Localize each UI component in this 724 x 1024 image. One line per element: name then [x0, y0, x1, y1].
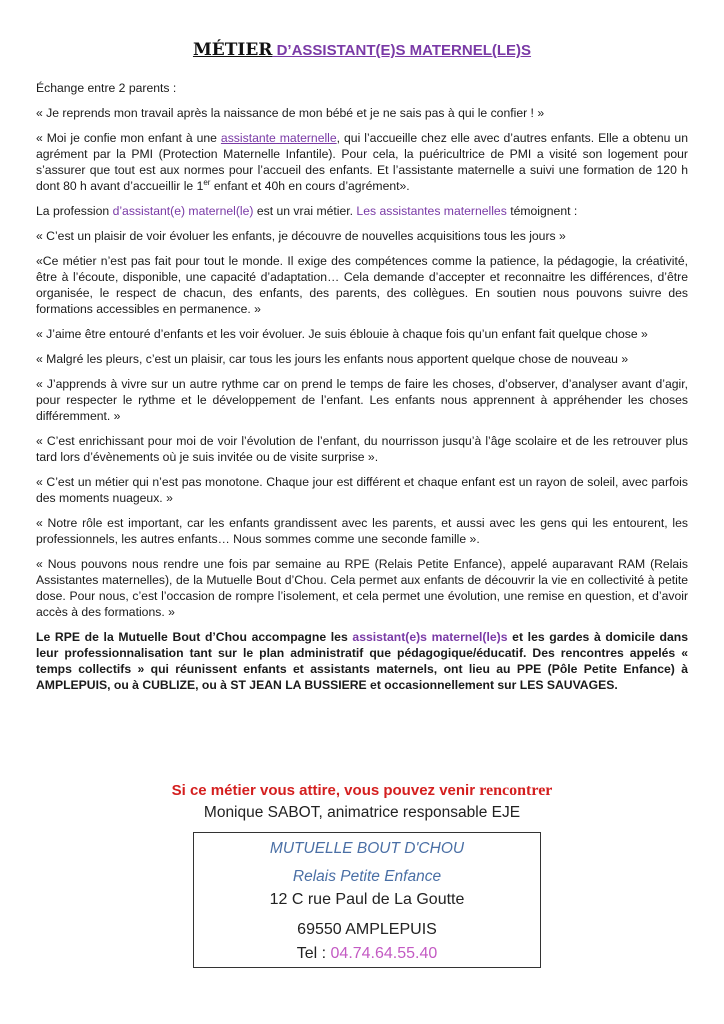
text-run: enfant et 40h en cours d’agrément». [210, 179, 410, 193]
street-address: 12 C rue Paul de La Goutte [269, 891, 465, 908]
contact-box [193, 832, 541, 968]
text-run: , qui l’accueille chez elle avec d’autres enfants. Elle a obtenu un agrément par la PMI (Protection Maternelle Infantile). Pour cela, la puéricultrice de PMI a visité son logement pour s’assurer que tout est aux normes pour l’accueil des enfants. Et l’assistante maternelle a suivi une formation de 120 h dont 80 h avant d’accueillir le 1 [36, 131, 688, 193]
superscript: er [203, 177, 211, 187]
text-run: témoignent : [506, 204, 578, 218]
organization-name: MUTUELLE BOUT D'CHOU [269, 840, 465, 857]
intro-paragraph: Échange entre 2 parents : [36, 81, 177, 95]
closing-paragraph [36, 629, 688, 693]
phone-number-link[interactable]: 04.74.64.55.40 [330, 945, 438, 962]
relais-name: Relais Petite Enfance [292, 868, 442, 885]
page-title [0, 40, 724, 60]
call-to-action [0, 782, 724, 800]
parent-quote-1: « Je reprends mon travail après la naissance de mon bébé et je ne sais pas à qui le confier ! » [36, 106, 545, 120]
phone-line [194, 944, 540, 964]
testimonial-2: «Ce métier n’est pas fait pour tout le monde. Il exige des compétences comme la patience, la pédagogie, la créativité, être à l’écoute, disponible, une capacité d’adaptation… Cela demande d’accepter et reconnaitre les différences, d’être organisée, le respect de chacun, des enfants, des parents, des collègues. En soutien nous pouvons suivre des formations accessibles en permanence. » [36, 254, 688, 316]
text-run: est un vrai métier. [253, 204, 357, 218]
highlight-profession: d’assistant(e) maternel(le) [112, 204, 254, 218]
parent-quote-2 [36, 130, 688, 194]
testimonial-8: « Notre rôle est important, car les enfants grandissent avec les parents, et aussi avec les gens qui les entourent, les professionnels, les autres enfants… Nous sommes comme une seconde famille ». [36, 516, 688, 546]
title-part-metier: MÉTIER [192, 40, 273, 60]
testimonial-3: « J’aime être entouré d’enfants et les voir évoluer. Je suis éblouie à chaque fois qu’un enfant fait quelque chose » [36, 327, 648, 341]
text-run: et les gardes à domicile dans leur professionnalisation tant sur le plan administratif que pédagogique/éducatif. Des rencontres appelés « temps collectifs » qui réunissent enfants et assistants maternels, ont lieu au PPE (Pôle Petite Enfance) à AMPLEPUIS, ou à CUBLIZE, ou à ST JEAN LA BUSSIERE et occasionnellement sur LES SAUVAGES. [36, 630, 688, 692]
city-postcode: 69550 AMPLEPUIS [297, 921, 437, 938]
phone-label: Tel : [296, 945, 331, 962]
highlight-assistantes: Les assistantes maternelles [356, 204, 507, 218]
text-run: Le RPE de la Mutuelle Bout d’Chou accompagne les [36, 630, 353, 644]
text-run: La profession [36, 204, 113, 218]
testimonial-5: « J’apprends à vivre sur un autre rythme car on prend le temps de faire les choses, d’observer, d’analyser avant d’agir, pour respecter le rythme et le développement de l’enfant. Les enfants nous apprennent à appréhender les choses différemment. » [36, 377, 688, 423]
text-run: « Moi je confie mon enfant à une [36, 131, 221, 145]
testimonial-7: « C’est un métier qui n’est pas monotone. Chaque jour est différent et chaque enfant est un rayon de soleil, avec parfois des moments nuageux. » [36, 475, 688, 505]
testimonial-6: « C’est enrichissant pour moi de voir l’évolution de l’enfant, du nourrisson jusqu’à l’âge scolaire et de les retrouver plus tard lors d’évènements où je suis invitée ou de visite surprise ». [36, 434, 688, 464]
document-body [36, 80, 688, 702]
testimonial-4: « Malgré les pleurs, c’est un plaisir, car tous les jours les enfants nous apportent quelque chose de nouveau » [36, 352, 629, 366]
contact-person: Monique SABOT, animatrice responsable EJE [203, 804, 521, 821]
title-part-assistants: D’ASSISTANT(E)S MATERNEL(LE)S [272, 42, 532, 59]
testimonial-9: « Nous pouvons nous rendre une fois par semaine au RPE (Relais Petite Enfance), appelé auparavant RAM (Relais Assistantes maternelles), de la Mutuelle Bout d’Chou. Cela permet aux enfants de découvrir la vie en collectivité à petite dose. Pour nous, c’est l’occasion de rompre l’isolement, et cela permet une évolution, une remise en question, et d’avoir accès à des formations. » [36, 557, 688, 619]
assistante-maternelle-link[interactable]: assistante maternelle [220, 131, 337, 145]
profession-paragraph [36, 203, 688, 219]
testimonial-1: « C’est un plaisir de voir évoluer les enfants, je découvre de nouvelles acquisitions tous les jours » [36, 229, 566, 243]
cta-text: Si ce métier vous attire, vous pouvez venir [171, 782, 480, 799]
cta-text-serif: rencontrer [479, 782, 553, 799]
highlight-assistants: assistant(e)s maternel(le)s [352, 630, 508, 644]
